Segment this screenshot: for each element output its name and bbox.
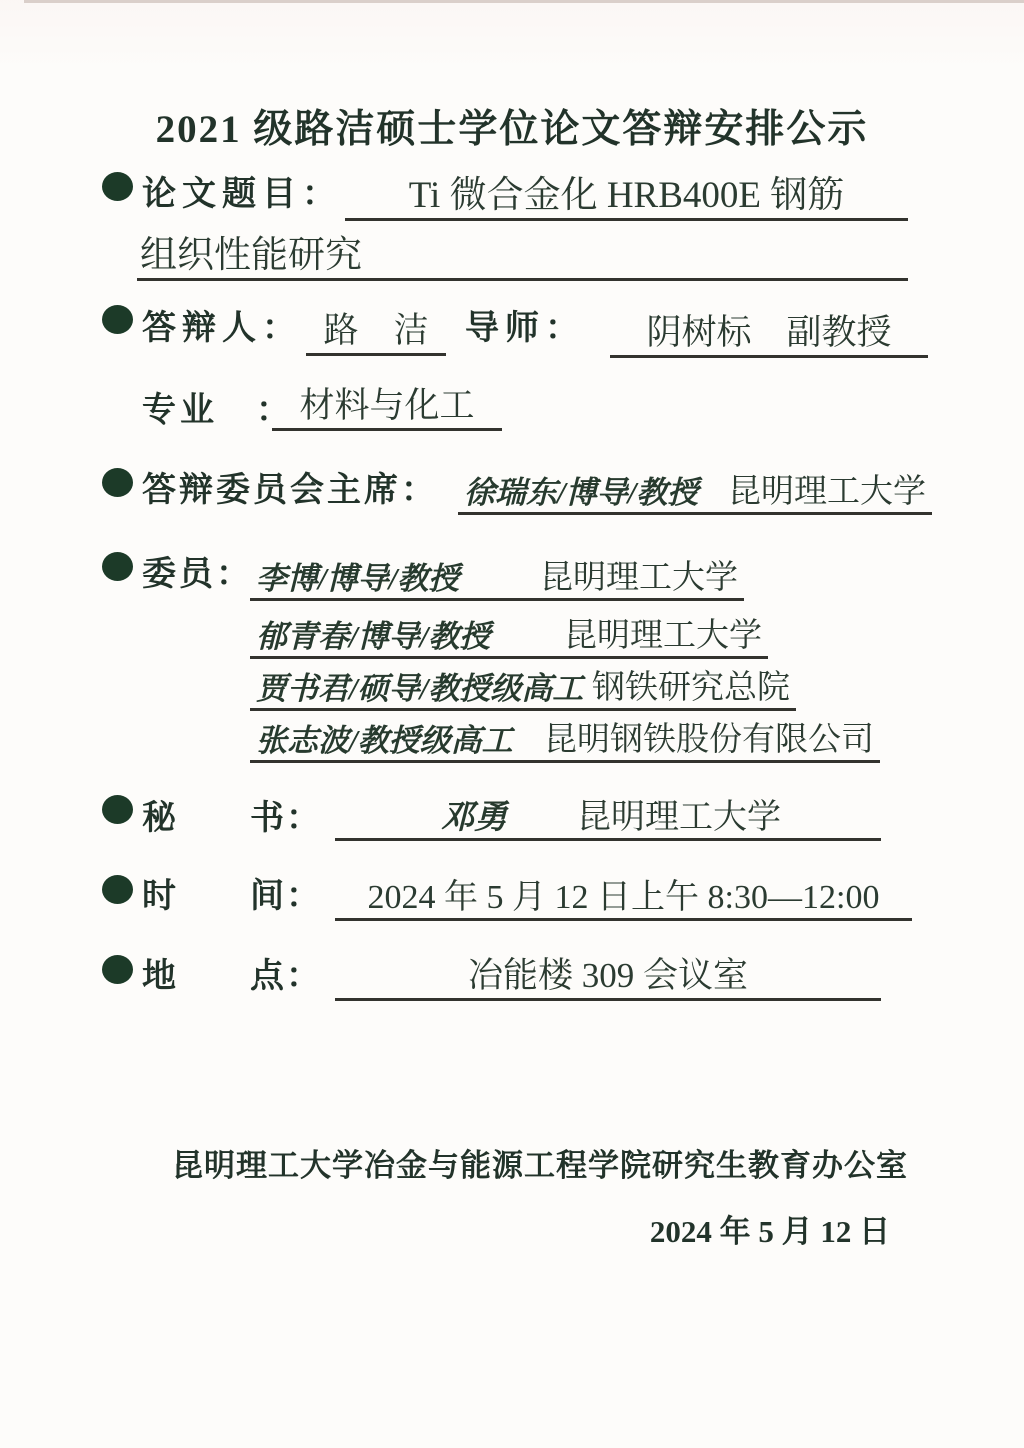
defender-label: 答辩人：	[142, 310, 302, 347]
committee-member-row	[250, 664, 796, 711]
bullet-icon	[102, 305, 133, 334]
committee-member-affiliation: 昆明钢铁股份有限公司	[544, 722, 874, 758]
time-label: 时 间：	[142, 878, 322, 915]
committee-member-affiliation: 钢铁研究总院	[592, 670, 790, 706]
footer-office-name: 昆明理工大学冶金与能源工程学院研究生教育办公室	[172, 1148, 908, 1183]
bullet-icon	[102, 955, 133, 984]
chair-name: 徐瑞东/博导/教授	[464, 475, 699, 510]
committee-member-name: 郁青春/博导/教授	[256, 619, 491, 654]
chair-entry	[458, 458, 932, 515]
major-value: 材料与化工	[272, 372, 502, 431]
committee-member-row	[250, 716, 880, 763]
secretary-affiliation: 昆明理工大学	[577, 799, 781, 836]
bullet-icon	[102, 172, 133, 201]
supervisor-name: 阴树标 副教授	[610, 298, 928, 358]
committee-member-name: 张志波/教授级高工	[256, 723, 513, 758]
thesis-title-line2: 组织性能研究	[137, 222, 908, 281]
thesis-title-line1: Ti 微合金化 HRB400E 钢筋	[345, 160, 908, 221]
secretary-label: 秘 书：	[142, 800, 322, 837]
place-label: 地 点：	[142, 958, 322, 995]
supervisor-label: 导师：	[465, 310, 585, 347]
secretary-entry	[335, 786, 881, 841]
committee-member-affiliation: 昆明理工大学	[564, 618, 762, 654]
time-value: 2024 年 5 月 12 日上午 8:30—12:00	[335, 864, 912, 921]
bullet-icon	[102, 875, 133, 904]
bullet-icon	[102, 795, 133, 824]
secretary-name: 邓勇	[441, 800, 507, 836]
scan-edge-artifact	[24, 0, 1024, 3]
place-value: 冶能楼 309 会议室	[335, 944, 881, 1001]
chair-affiliation: 昆明理工大学	[728, 474, 926, 510]
major-label: 专业 ：	[142, 392, 294, 429]
footer-date: 2024 年 5 月 12 日	[649, 1214, 891, 1249]
committee-member-row	[250, 612, 768, 659]
thesis-title-label: 论文题目：	[142, 176, 342, 213]
defender-name: 路 洁	[306, 296, 446, 356]
page-title: 2021 级路洁硕士学位论文答辩安排公示	[155, 108, 869, 151]
bullet-icon	[102, 468, 133, 497]
committee-member-row	[250, 546, 744, 601]
committee-label: 委员：	[142, 556, 253, 593]
committee-member-name: 贾书君/硕导/教授级高工	[256, 671, 584, 706]
committee-member-affiliation: 昆明理工大学	[540, 560, 738, 596]
scan-tint-artifact	[0, 0, 1024, 70]
bullet-icon	[102, 552, 133, 581]
chair-label: 答辩委员会主席：	[142, 472, 438, 509]
committee-member-name: 李博/博导/教授	[256, 561, 460, 596]
